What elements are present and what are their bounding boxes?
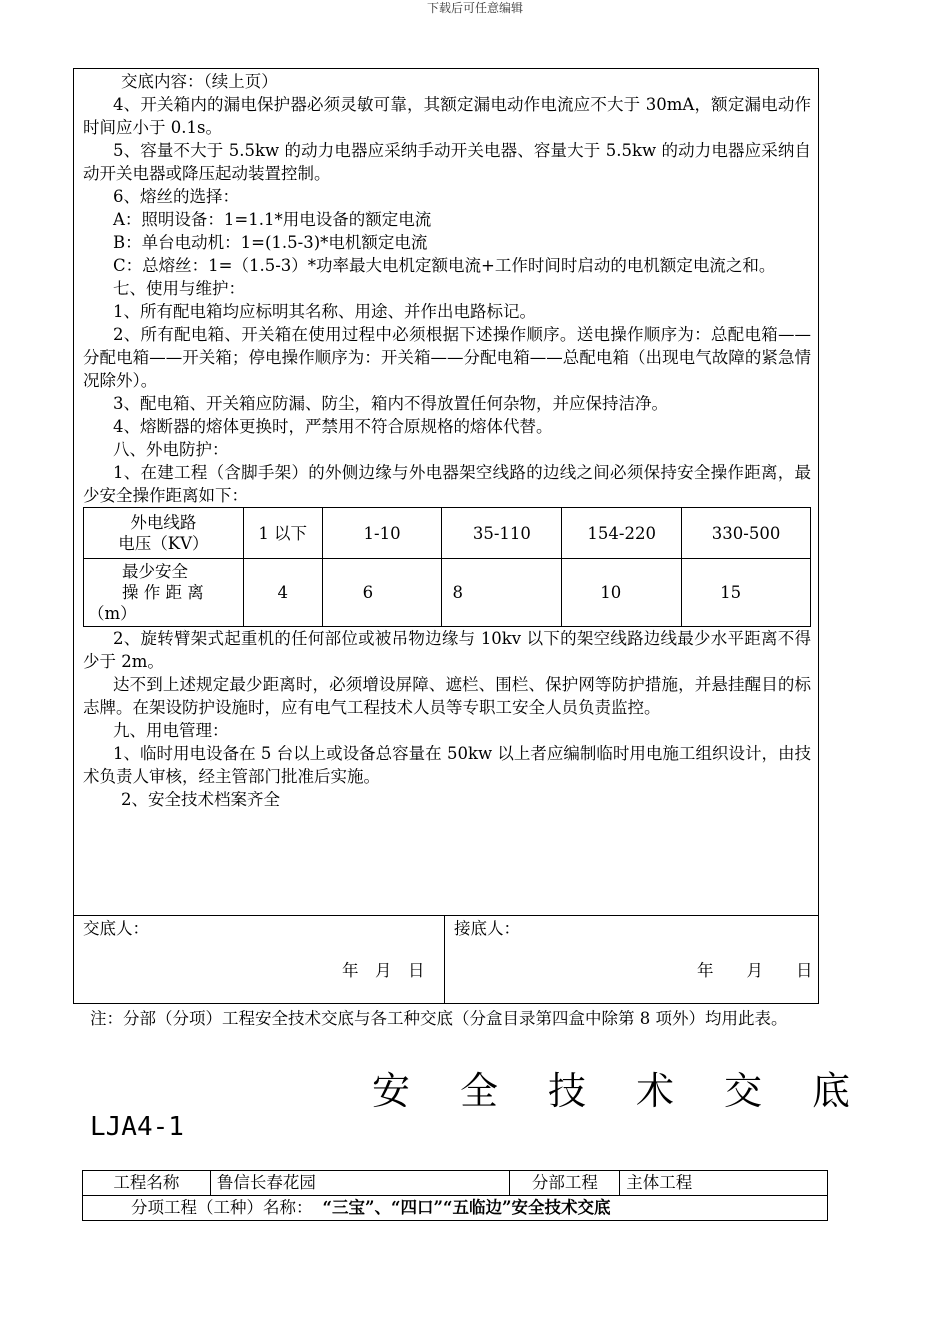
content-line: B：单台电动机：1=(1.5-3)*电机额定电流	[113, 233, 428, 252]
footnote: 注：分部（分项）工程安全技术交底与各工种交底（分盒目录第四盒中除第 8 项外）均用此表。	[90, 1009, 788, 1028]
safety-distance-table	[83, 507, 811, 627]
voltage-cell: 1 以下	[243, 508, 322, 559]
distance-cell: 4	[243, 559, 322, 627]
page-title: 安全技术交底	[372, 1069, 901, 1113]
disclosure-content	[83, 70, 811, 811]
project-name-value: 鲁信长春花园	[210, 1171, 510, 1196]
content-line: 2、所有配电箱、开关箱在使用过程中必须根据下述操作顺序。送电操作顺序为：总配电箱——分配电箱——开关箱；停电操作顺序为：开关箱——分配电箱——总配电箱（出现电气故障的紧急情况除外）。	[83, 325, 811, 390]
project-info-table	[82, 1170, 828, 1221]
content-line: 4、熔断器的熔体更换时，严禁用不符合原规格的熔体代替。	[113, 417, 553, 436]
subitem-value: “三宝”、“四口”“五临边”安全技术交底	[322, 1198, 611, 1217]
receiver-label: 接底人：	[454, 919, 520, 938]
content-line: 5、容量不大于 5.5kw 的动力电器应采纳手动开关电器、容量大于 5.5kw 的动力电器应采纳自动开关电器或降压起动装置控制。	[83, 141, 811, 183]
content-line: A：照明设备：1=1.1*用电设备的额定电流	[113, 210, 432, 229]
header-note: 下载后可任意编辑	[426, 1, 523, 15]
distance-cell: 10	[562, 559, 682, 627]
content-line: 2、旋转臂架式起重机的任何部位或被吊物边缘与 10kv 以下的架空线路边线最少水平距离不得少于 2m。	[83, 629, 811, 671]
subitem-cell	[83, 1196, 828, 1221]
discloser-date: 年 月 日	[342, 961, 425, 980]
distance-header-cell	[84, 559, 244, 627]
subitem-label: 分项工程（工种）名称：	[131, 1198, 313, 1217]
distance-cell: 8	[442, 559, 562, 627]
content-line: 2、安全技术档案齐全	[121, 790, 280, 809]
content-line: 九、用电管理：	[113, 721, 229, 740]
content-line: 八、外电防护：	[113, 440, 229, 459]
voltage-header-line: 电压（KV）	[118, 534, 209, 553]
signature-row	[74, 915, 818, 1004]
distance-cell: 6	[322, 559, 442, 627]
content-line: 七、使用与维护：	[113, 279, 245, 298]
form-code: LJA4-1	[90, 1112, 184, 1142]
content-line: 1、临时用电设备在 5 台以上或设备总容量在 50kw 以上者应编制临时用电施工组织设计，由技术负责人审核，经主管部门批准后实施。	[83, 744, 811, 786]
content-line: 6、熔丝的选择：	[113, 187, 239, 206]
content-line: 达不到上述规定最少距离时，必须增设屏障、遮栏、围栏、保护网等防护措施，并悬挂醒目的标志牌。在架设防护设施时，应有电气工程技术人员等专职工安全人员负责监控。	[83, 675, 811, 717]
distance-header-line: （m）	[88, 604, 137, 623]
distance-cell: 15	[682, 559, 811, 627]
discloser-label: 交底人：	[83, 919, 149, 938]
content-line: 4、开关箱内的漏电保护器必须灵敏可靠，其额定漏电动作电流应不大于 30mA，额定漏电动作时间应小于 0.1s。	[83, 95, 811, 137]
voltage-cell: 35-110	[442, 508, 562, 559]
division-label: 分部工程	[510, 1171, 620, 1196]
voltage-header-cell	[84, 508, 244, 559]
voltage-cell: 1-10	[322, 508, 442, 559]
content-line: 3、配电箱、开关箱应防漏、防尘，箱内不得放置任何杂物，并应保持洁净。	[113, 394, 668, 413]
receiver-date: 年 月 日	[697, 961, 813, 980]
content-line: 1、所有配电箱均应标明其名称、用途、并作出电路标记。	[113, 302, 536, 321]
content-line: 交底内容：（续上页）	[121, 72, 278, 91]
division-value: 主体工程	[620, 1171, 828, 1196]
content-line: C：总熔丝：1=（1.5-3）*功率最大电机定额电流+工作时间时启动的电机额定电流之和。	[113, 256, 776, 275]
voltage-cell: 330-500	[682, 508, 811, 559]
voltage-cell: 154-220	[562, 508, 682, 559]
discloser-cell	[74, 916, 445, 1004]
project-name-label: 工程名称	[83, 1171, 211, 1196]
disclosure-frame	[73, 68, 819, 1004]
voltage-header-line: 外电线路	[130, 513, 197, 532]
distance-header-line: 操 作 距 离	[122, 583, 204, 602]
content-line: 1、在建工程（含脚手架）的外侧边缘与外电器架空线路的边线之间必须保持安全操作距离，最少安全操作距离如下：	[83, 463, 811, 505]
distance-header-line: 最少安全	[122, 562, 188, 581]
